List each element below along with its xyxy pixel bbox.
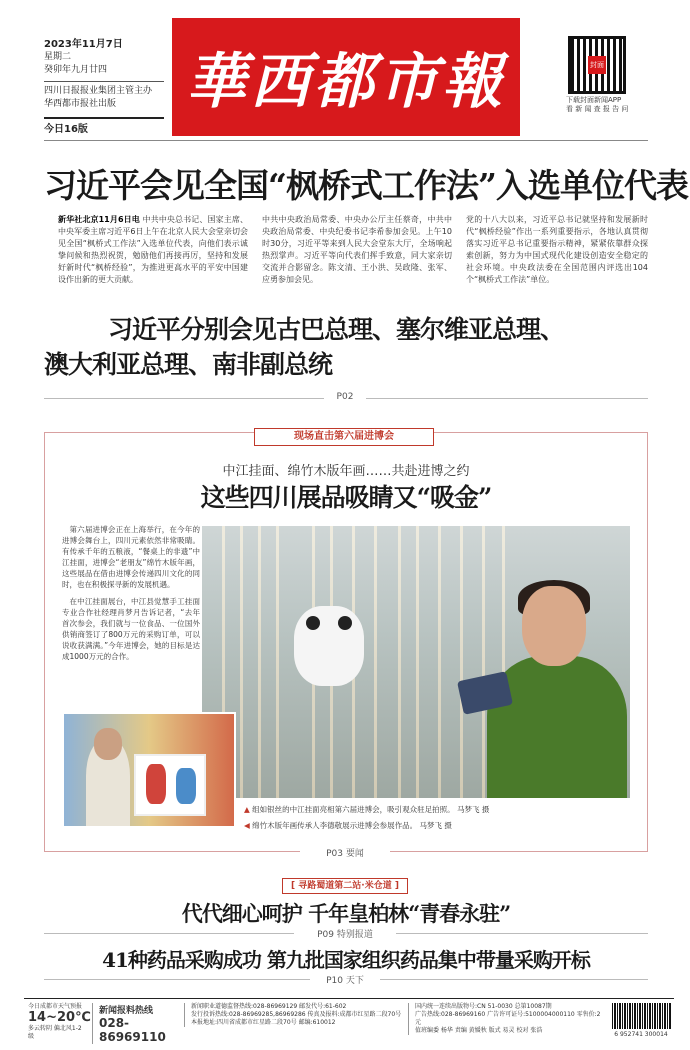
masthead-rule [44,140,648,141]
qr-center-label: 封面 [588,56,606,74]
weather-description: 多云转阴 偏北风1-2级 [28,1025,82,1040]
footer-right-line-3: 值班编委 杨华 责编 黄媛秋 版式 易灵 校对 张浩 [415,1027,543,1034]
hotline-number[interactable]: 028-86969110 [99,1016,166,1044]
masthead [0,0,690,140]
issue-lunar-date: 癸卯年九月廿四 [44,65,108,75]
caption-2-text: 绵竹木版年画传承人李德敬展示进博会参展作品。 马梦飞 摄 [252,821,452,830]
qr-caption [566,96,646,114]
newspaper-logo [172,18,520,136]
divider [44,81,164,82]
barcode-icon [612,1003,672,1029]
hotline-label: 新闻报料热线 [99,1006,154,1016]
headline-story-4[interactable]: 41种药品采购成功 第九批国家组织药品集中带量采购开标 [102,948,590,972]
triangle-left-icon: ◀ [244,821,253,830]
issue-date: 2023年11月7日 [44,39,123,50]
barcode-number: 6 952741 300014 [614,1031,668,1038]
masthead-info [44,38,164,136]
panda-figure [294,606,364,686]
expo-paragraph-2: 在中江挂面展台，中江县觉慧手工挂面专业合作社经理肖梦月告诉记者，“去年首次参会，我们就与一位食品、一位国外供销商签订了800万元的采购订单，可以说收获满满。”今年进博会，她的目标是达成1000万元的合作。 [62,597,200,661]
footer-mid-line-2: 发行投诉热线:028-86969285,86969286 传真及报料:成都市红星路二段70号 [191,1011,402,1018]
publisher-line-2: 华西都市报社出版 [44,99,117,109]
footer-right-line-2: 广告热线:028-86969160 广告许可证号:5100004000110 零售价:2元 [415,1011,601,1026]
lead-column-3: 党的十八大以来，习近平总书记就坚持和发展新时代“枫桥经验”作出一系列重要指示，各地认真贯彻落实习近平总书记重要指示精神，紧紧依靠群众探索创新，努力为中国式现代化建设创造安全稳定的社会环境。中央政法委在全国范围内评选出104个“枫桥式工作法”单位。 [466,215,648,284]
footer-mid-line-1: 新闻职业道德监督热线:028-86969129 邮发代号:61-602 [191,1003,347,1010]
story-3-tag: [ 寻路蜀道第二站·米仓道 ] [282,878,408,894]
caption-1-text: 组如银丝的中江挂面亮相第六届进博会，吸引观众驻足拍照。 马梦飞 摄 [252,805,490,814]
photo-woodblock-artist [62,712,236,828]
dateline: 新华社北京11月6日电 [58,215,140,224]
qr-caption-line-2: 看 新 闻 查 报 告 问 [566,105,629,113]
lead-text-1: 中共中央总书记、国家主席、中央军委主席习近平6日上午在北京人民大会堂亲切会见全国“枫桥式工作法”入选单位代表，向他们表示诚挚问候和热烈祝贺，勉励他们再接再厉，坚持和发展好新时代“枫桥经验”，为推进更高水平的平安中国建设作出新的更大贡献。 [58,215,249,284]
photo-caption-2 [244,820,452,831]
qr-caption-line-1: 下载封面新闻APP [566,96,622,104]
footer-mid-line-3: 本报地址:四川省成都市红星路二段70号 邮编:610012 [191,1019,336,1026]
expo-subtitle: 中江挂面、绵竹木版年画……共赴进博之约 [222,464,470,479]
logo-text: 華西都市報 [186,47,506,117]
photo-caption-1 [244,804,489,815]
weather-temperature: 14~20℃ [28,1010,91,1025]
publisher-line-1: 四川日报报业集团主管主办 [44,86,153,96]
page-ref-p03[interactable]: P03 要闻 [300,846,390,859]
triangle-up-icon: ▲ [244,805,253,814]
weather-block [28,1003,91,1041]
page-ref-p10[interactable]: P10 天下 [310,973,380,986]
lead-column-1 [58,214,248,286]
issue-weekday: 星期二 [44,52,72,62]
photo-noodle-exhibit [202,526,630,798]
woodblock-painting [134,754,206,816]
page-ref-p09[interactable]: P09 特别报道 [294,927,396,940]
footer-right-line-1: 国内统一连续出版物号:CN 51-0030 总第10087期 [415,1003,552,1010]
expo-body [62,524,200,668]
expo-title[interactable]: 这些四川展品吸睛又“吸金” [200,483,492,512]
edition-count: 今日16版 [44,117,164,136]
weather-label: 今日成都市天气预报 [28,1003,83,1010]
qr-code-icon[interactable] [568,36,626,94]
expo-paragraph-1: 第六届进博会正在上海举行，在今年的进博会舞台上，四川元素依然非常吸睛。有传承千年的五粮液，“餐桌上的非遗”中江挂面，进博会“老朋友”绵竹木版年画，这些展品在借由进博会传递四川文化的同时，也在积极探寻新的发展机遇。 [62,525,200,589]
visitor-figure [487,656,627,798]
hotline-block [92,1003,178,1044]
footer-publication-info [408,1003,604,1035]
headline-second-line-2[interactable]: 澳大利亚总理、南非副总统 [44,350,333,379]
headline-story-3[interactable]: 代代细心呵护 千年皇柏林“青春永驻” [181,901,511,926]
expo-section-tag: 现场直击第六届进博会 [254,428,434,446]
footer-contact-info [184,1003,404,1027]
lead-column-2: 中共中央政治局常委、中央办公厅主任蔡奇，中共中央政治局常委、中央纪委书记李希参加会见。上午10时30分，习近平等来到人民大会堂东大厅，全场响起热烈掌声。习近平等向代表们挥手致意，同大家亲切交流并合影留念。陈文清、王小洪、吴政隆、张军、应勇参加会见。 [262,215,452,284]
headline-second-line-1[interactable]: 习近平分别会见古巴总理、塞尔维亚总理、 [108,315,565,344]
page-ref-p02[interactable]: P02 [324,392,366,402]
headline-main[interactable]: 习近平会见全国“枫桥式工作法”入选单位代表 [44,166,688,205]
footer [24,998,674,1044]
